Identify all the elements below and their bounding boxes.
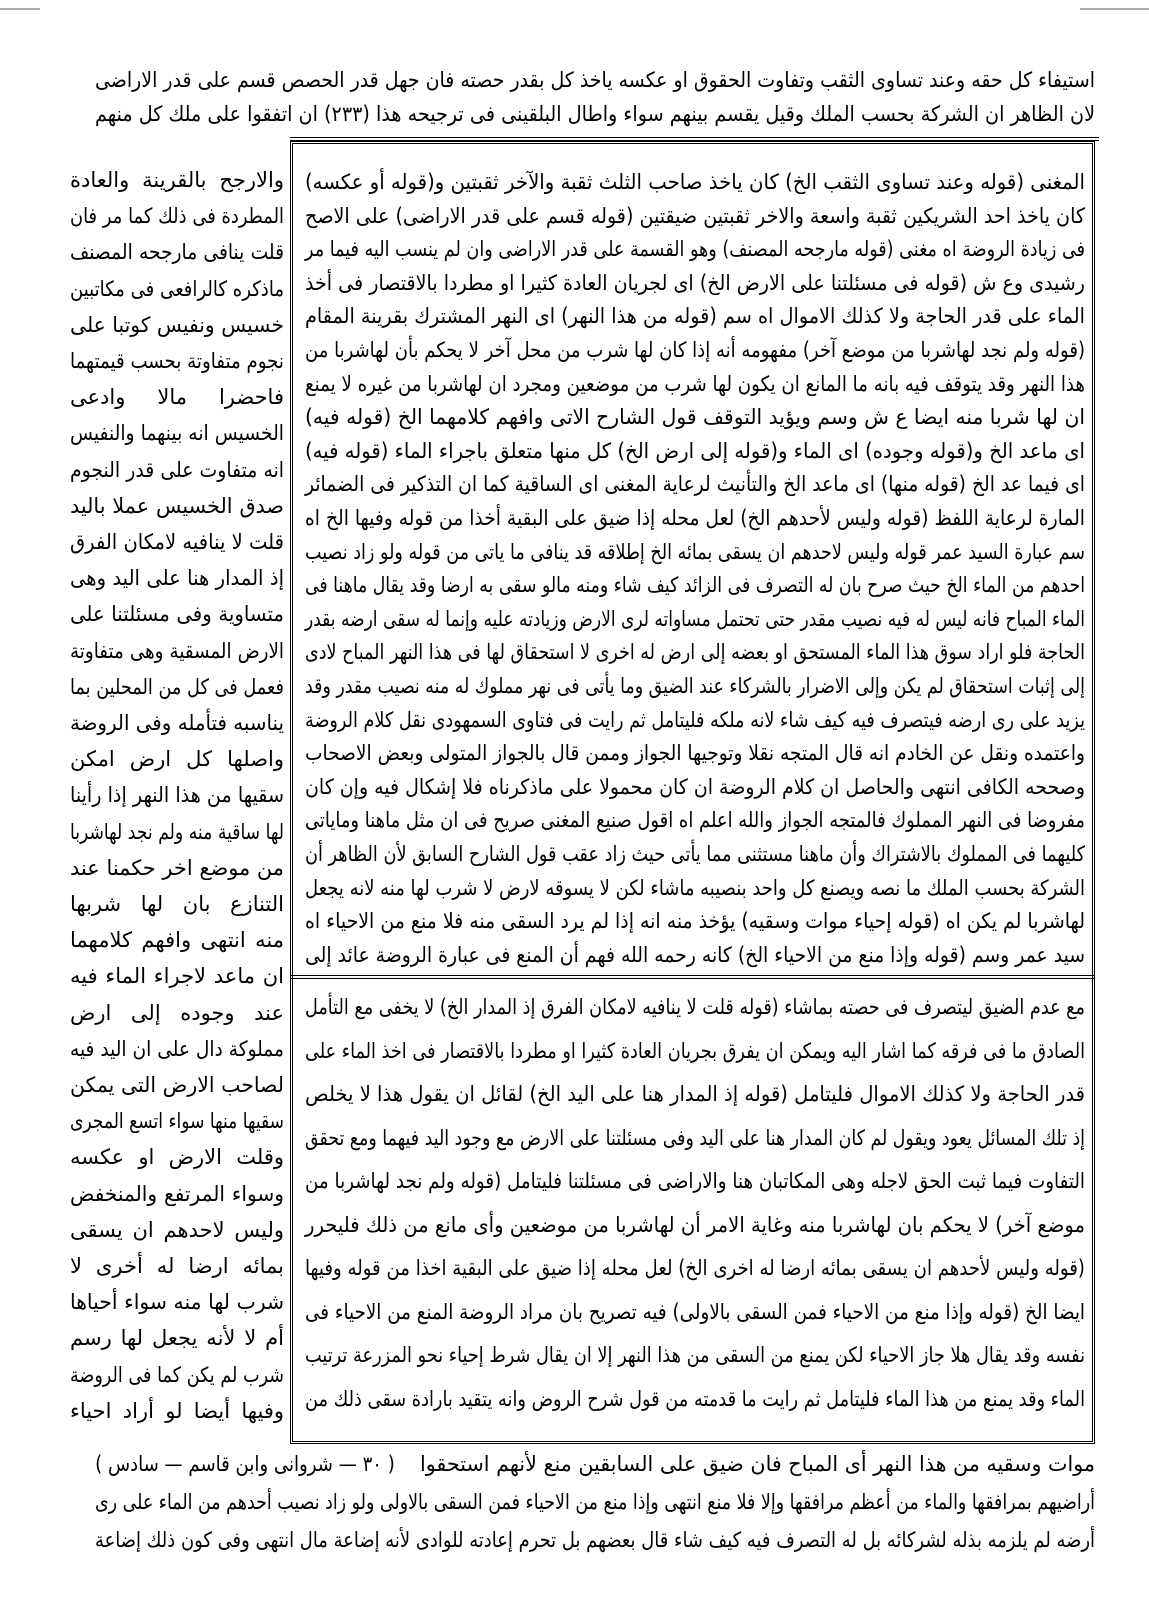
commentary-line: سم عبارة السيد عمر قوله وليس لاحدهم ان يسقى بمائه الخ إطلاقه قد ينافى ما ياتى من قوله ولو زاد نصيب <box>305 539 1085 564</box>
commentary-line: ايضا الخ (قوله وإذا منع من الاحياء فمن السقى بالاولى) فيه تصريح بان مراد الروضة المنع من الاحياء فى <box>305 1299 1085 1324</box>
header-line: لان الظاهر ان الشركة بحسب الملك وقيل يقسم بينهم سواء واطال البلقينى فى ترجيحه هذا (٢٣٣) ان اتفقوا على ملك كل منهم <box>95 102 1096 126</box>
commentary-line: الشركة بحسب الملك ما نصه ويصنع كل واحد بنصيبه ماشاء لكن لا يسوقه لارض لا شرب لها منه لانه يجعل <box>305 875 1085 900</box>
header-line: استيفاء كل حقه وعند تساوى الثقب وتفاوت الحقوق او عكسه ياخذ كل بقدر حصته فان جهل قدر الحصص قسم على قدر الاراضى <box>95 68 1095 92</box>
main-text-line: بمائه ارضا له أخرى لا <box>70 1254 284 1278</box>
main-text-line: الخسيس انه بينهما والنفيس <box>70 421 284 446</box>
main-text-line: لصاحب الارض التى يمكن <box>70 1073 284 1097</box>
main-text-line: واصلها كل ارض امكن <box>70 747 284 772</box>
main-text-line: فاحضرا مالا وادعى <box>70 385 284 410</box>
commentary-line: موضع آخر) لا يحكم بان لهاشربا منه وغاية الامر أن لهاشربا من موضعين وأى مانع من ذلك فليحرر <box>305 1212 1085 1237</box>
commentary-line: مع عدم الضيق ليتصرف فى حصته بماشاء (قوله قلت لا ينافيه لامكان الفرق إذ المدار الخ) لا يخفى مع التأمل <box>305 995 1085 1019</box>
main-text-line: المطردة فى ذلك كما مر فان <box>70 204 284 229</box>
main-text-line: صدق الخسيس عملا باليد <box>70 493 284 518</box>
main-text-line: قلت لا ينافيه لامكان الفرق <box>70 530 284 554</box>
commentary-line: (قوله ولم نجد لهاشربا من موضع آخر) مفهومه أنه إذا كان لها شرب من محل آخر لا يحكم بأن لهاشربا من <box>305 338 1085 362</box>
commentary-line: نفسه وقد يقال هلا جاز الاحياء لكن يمنع من السقى من هذا النهر إلا ان يقال شرط إحياء نحو المزرعة ترتيب <box>305 1343 1085 1367</box>
main-text-line: شرب لم يكن كما فى الروضة <box>70 1362 284 1387</box>
footer-signature: ( ٣٠ — شروانى وابن قاسم — سادس ) <box>95 1452 395 1476</box>
commentary-line: هذا النهر وقد يتوقف فيه بانه ما المانع ان يكون لها شرب من موضعين ومجرد ان لهاشربا من غيره لا يمنع <box>305 371 1085 396</box>
commentary-line: الصادق ما فى فرقه كما اشار اليه ويمكن ان يفرق بجريان العادة كثيرا او مطردا بالاقتصار فى اخذ الماء على <box>305 1038 1085 1063</box>
commentary-line: الماء على قدر الحاجة ولا كذلك الاموال اه سم (قوله من هذا النهر) اى النهر المشترك بقرينة المقام <box>305 304 1085 329</box>
commentary-line: الحاجة فلو اراد سوق هذا الماء المستحق او بعضه إلى ارض له اخرى لا استحقاق لها فى هذا النهر المباح لادى <box>305 640 1085 665</box>
commentary-line: احدهم من الماء الخ حيث صرح بان له التصرف فى الزائد كيف شاء ومنه مالو سقى به ارضا وقد يقال ماهنا فى <box>305 573 1085 598</box>
main-text-line: قلت ينافى مارجحه المصنف <box>70 240 284 265</box>
main-text-line: وسواء المرتفع والمنخفض <box>70 1181 284 1206</box>
main-text-line: إذ المدار هنا على اليد وهى <box>70 566 284 591</box>
main-text-line: سقيها من هذا النهر إذا رأينا <box>70 783 284 808</box>
commentary-line: وصححه الكافى انتهى والحاصل ان كلام الروضة ان كان محمولا على ماذكرناه فلا إشكال فيه وإن كان <box>305 774 1085 799</box>
commentary-line: ان لها شربا منه ايضا ع ش وسم ويؤيد التوقف قول الشارح الاتى وافهم كلامهما الخ (قوله فيه) <box>305 405 1085 430</box>
main-text-line: وقلت الارض او عكسه <box>70 1145 284 1170</box>
commentary-line: الماء وقد يمنع من هذا الماء فليتامل ثم رايت ما قدمته من قول شرح الروض وانه يتقيد بارادة سقى ذلك من <box>305 1386 1085 1411</box>
commentary-line: المغنى (قوله وعند تساوى الثقب الخ) كان ياخذ صاحب الثلث ثقبة والآخر ثقبتين و(قوله أو عكسه) <box>305 170 1085 194</box>
commentary-line: فى زيادة الروضة اه مغنى (قوله مارجحه المصنف) وهو القسمة على قدر الاراضى وان لم ينسب اليه فيما مر <box>305 237 1085 262</box>
commentary-line: رشيدى وع ش (قوله فى مسئلتنا على الارض الخ) اى لجريان العادة كثيرا او مطردا بالاقتصار فى أخذ <box>305 270 1085 295</box>
commentary-line: لهاشربا لم يكن اه (قوله إحياء موات وسقيه) يؤخذ منه انه إذا لم يرد السقى منه فلا منع من الاحياء اه <box>305 909 1085 934</box>
main-text-line: فعمل فى كل من المحلين بما <box>70 674 284 699</box>
main-text-line: منه انتهى وافهم كلامهما <box>70 928 284 953</box>
main-text-line: انه متفاوت على قدر النجوم <box>70 457 284 482</box>
main-text-line: أم لا لأنه يجعل لها رسم <box>70 1326 284 1351</box>
main-text-line: والارجح بالقرينة والعادة <box>70 168 284 192</box>
commentary-line: كليهما فى المملوك بالاشتراك وأن ماهنا مستثنى مما يأتى حيث زاد عقب قول الشارح السابق لأن الظاهر أن <box>305 842 1085 866</box>
main-text-line: نجوم متفاوتة بحسب قيمتهما <box>70 349 284 373</box>
footer-line: أراضيهم بمرافقها والماء من أعظم مرافقها وإلا فلا منع انتهى وإذا منع من الاحياء فمن السقى بالاولى ولو زاد نصيب أحدهم من الماء على رى <box>95 1490 1095 1514</box>
main-text-line: التنازع بان لها شربها <box>70 892 284 916</box>
main-text-line: لها ساقية منه ولم نجد لهاشربا <box>70 819 284 844</box>
commentary-line: إلى إثبات استحقاق لم يكن وإلى الاضرار بالشركاء عند الضيق وما يأتى فى نهر مملوك له منه نصيب مقدر وقد <box>305 674 1085 698</box>
commentary-line: اى ماعد الخ و(قوله وجوده) اى الماء و(قوله إلى ارض الخ) كل منها متعلق باجراء الماء (قوله فيه) <box>305 438 1085 463</box>
main-text-line: وفيها أيضا لو أراد احياء <box>70 1398 284 1423</box>
main-text-line: الارض المسقية وهى متفاوتة <box>70 638 284 663</box>
main-text-line: وليس لاحدهم ان يسقى <box>70 1217 284 1242</box>
commentary-line: واعتمده ونقل عن الخادم انه قال المتجه نقلا وتوجيها الجواز وممن قال بالجواز المتولى وبعض الاصحاب <box>305 741 1085 766</box>
main-text-line: من موضع اخر حكمنا عند <box>70 855 284 880</box>
main-text-line: سقيها منها سواء اتسع المجرى <box>70 1109 284 1134</box>
main-text-line: يناسبه فتأمله وفى الروضة <box>70 711 284 735</box>
footer-line: أرضه لم يلزمه بذله لشركائه بل له التصرف فيه كيف شاء قال بعضهم بل تحرم إعادته للوادى لأنه إضاعة مال انتهى وفى كون ذلك إضاعة <box>95 1528 1095 1552</box>
commentary-line: كان ياخذ احد الشريكين ثقبة واسعة والاخر ثقبتين ضيقتين (قوله قسم على قدر الاراضى) على الاصح <box>305 203 1085 228</box>
commentary-line: قدر الحاجة ولا كذلك الاموال فليتامل (قوله إذ المدار هنا على اليد الخ) لقائل ان يقول هذا لا يخلص <box>305 1082 1085 1106</box>
commentary-line: (قوله وليس لأحدهم ان يسقى بمائه ارضا له اخرى الخ) لعل محله إذا ضيق على البقية اخذا من قوله وفيها <box>305 1256 1085 1280</box>
commentary-line: الماء المباح فانه ليس له فيه نصيب مقدر حتى تحتمل مساواته لرى الارض وزيادته عليه وإنما له سقى ارضه بقدر <box>305 606 1085 631</box>
commentary-line: مفروضا فى النهر المملوك فالمتجه الجواز والله اعلم اه اقول صنيع المغنى صريح فى ان مثل ماهنا وماياتى <box>305 808 1085 833</box>
commentary-line: يزيد على رى ارضه فيتصرف فيه كيف شاء لانه ملكه فليتامل ثم رايت فى فتاوى السمهودى نقل كلام الروضة <box>305 707 1085 732</box>
commentary-line: التفاوت فيما ثبت الحق لاجله وهى المكاتبان هنا والاراضى فى مسئلتنا فليتامل (قوله ولم نجد لهاشربا من <box>305 1169 1085 1193</box>
commentary-line: اى فيما عد الخ (قوله منها) اى ماعد الخ والتأنيث لرعاية المغنى اى الساقية كما ان التذكير فى الضمائر <box>305 472 1085 497</box>
commentary-line: سيد عمر وسم (قوله وإذا منع من الاحياء الخ) كانه رحمه الله فهم أن المنع فى عبارة الروضة عائد إلى <box>305 942 1085 967</box>
commentary-line: إذ تلك المسائل يعود ويقول لم كان المدار هنا على اليد وفى مسئلتنا على الارض مع وجود اليد فيهما ومع تحقق <box>305 1125 1085 1150</box>
scan-edge-mark <box>0 8 40 10</box>
footer-first-line: موات وسقيه من هذا النهر أى المباح فان ضيق على السابقين منع لأنهم استحقوا <box>420 1452 1095 1476</box>
main-text-line: مملوكة دال على ان اليد فيه <box>70 1036 284 1061</box>
commentary-separator <box>290 975 1095 979</box>
main-text-line: متساوية وفى مسئلتنا على <box>70 602 284 627</box>
main-text-line: خسيس ونفيس كوتبا على <box>70 312 284 337</box>
commentary-line: المارة لرعاية اللفظ (قوله وليس لأحدهم الخ) لعل محله إذا ضيق على البقية أخذا من قوله وفيها الخ اه <box>305 506 1085 530</box>
main-text-line: شرب لها منه سواء أحياها <box>70 1290 284 1315</box>
main-text-line: عند وجوده إلى ارض <box>70 1000 284 1025</box>
scan-edge-mark <box>1080 8 1149 10</box>
main-text-line: ان ماعد لاجراء الماء فيه <box>70 964 284 989</box>
main-text-line: ماذكره كالرافعى فى مكاتبين <box>70 276 284 301</box>
